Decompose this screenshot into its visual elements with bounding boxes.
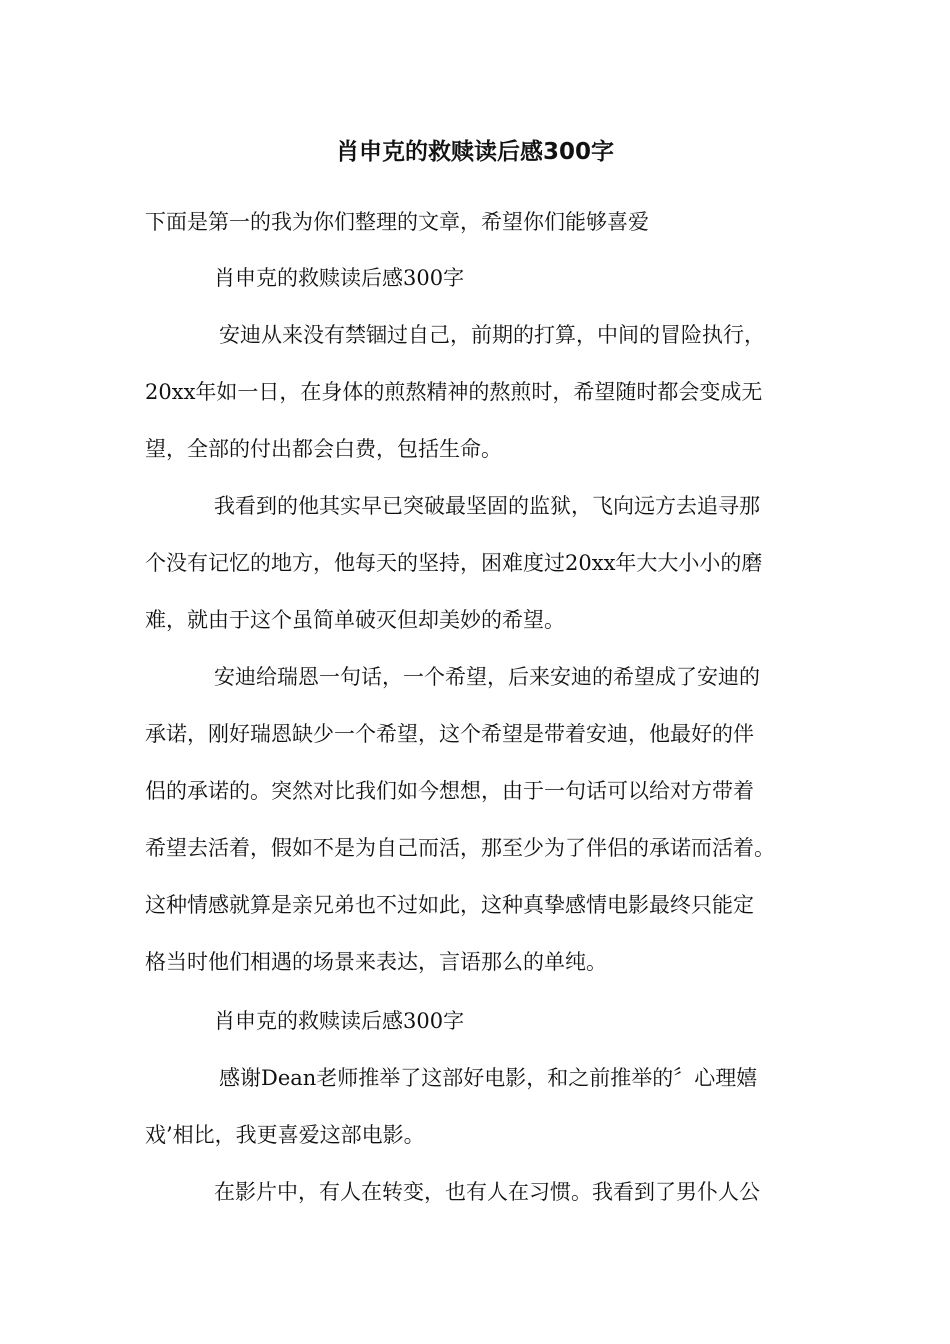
paragraph-line: 希望去活着，假如不是为自己而活，那至少为了伴侣的承诺而活着。 bbox=[145, 836, 775, 860]
paragraph-line: 格当时他们相遇的场景来表达，言语那么的单纯。 bbox=[145, 950, 607, 974]
paragraph-line: 个没有记忆的地方，他每天的坚持，困难度过20xx年大大小小的磨 bbox=[145, 551, 763, 575]
paragraph-line: 在影片中，有人在转变，也有人在习惯。我看到了男仆人公 bbox=[214, 1180, 760, 1204]
section-heading: 肖申克的救赎读后感300字 bbox=[214, 1009, 465, 1033]
paragraph-line: 难，就由于这个虽简单破灭但却美妙的希望。 bbox=[145, 608, 565, 632]
paragraph-line: 安迪从来没有禁锢过自己，前期的打算，中间的冒险执行， bbox=[219, 323, 765, 347]
paragraph-line: 侣的承诺的。突然对比我们如今想想，由于一句话可以给对方带着 bbox=[145, 779, 754, 803]
paragraph-line: 感谢Dean老师推举了这部好电影，和之前推举的〞心理嬉 bbox=[219, 1066, 758, 1090]
intro-line: 下面是第一的我为你们整理的文章，希望你们能够喜爱 bbox=[145, 210, 649, 234]
paragraph-line: 承诺，刚好瑞恩缺少一个希望，这个希望是带着安迪，他最好的伴 bbox=[145, 722, 754, 746]
section-heading: 肖申克的救赎读后感300字 bbox=[214, 266, 465, 290]
paragraph-line: 我看到的他其实早已突破最坚固的监狱，飞向远方去追寻那 bbox=[214, 494, 760, 518]
document-title: 肖申克的救赎读后感300字 bbox=[335, 139, 614, 165]
paragraph-line: 望，全部的付出都会白费，包括生命。 bbox=[145, 437, 502, 461]
paragraph-line: 这种情感就算是亲兄弟也不过如此，这种真挚感情电影最终只能定 bbox=[145, 893, 754, 917]
paragraph-line: 20xx年如一日，在身体的煎熬精神的熬煎时，希望随时都会变成无 bbox=[145, 380, 763, 404]
paragraph-line: 戏’相比，我更喜爱这部电影。 bbox=[145, 1123, 425, 1147]
paragraph-line: 安迪给瑞恩一句话，一个希望，后来安迪的希望成了安迪的 bbox=[214, 665, 760, 689]
